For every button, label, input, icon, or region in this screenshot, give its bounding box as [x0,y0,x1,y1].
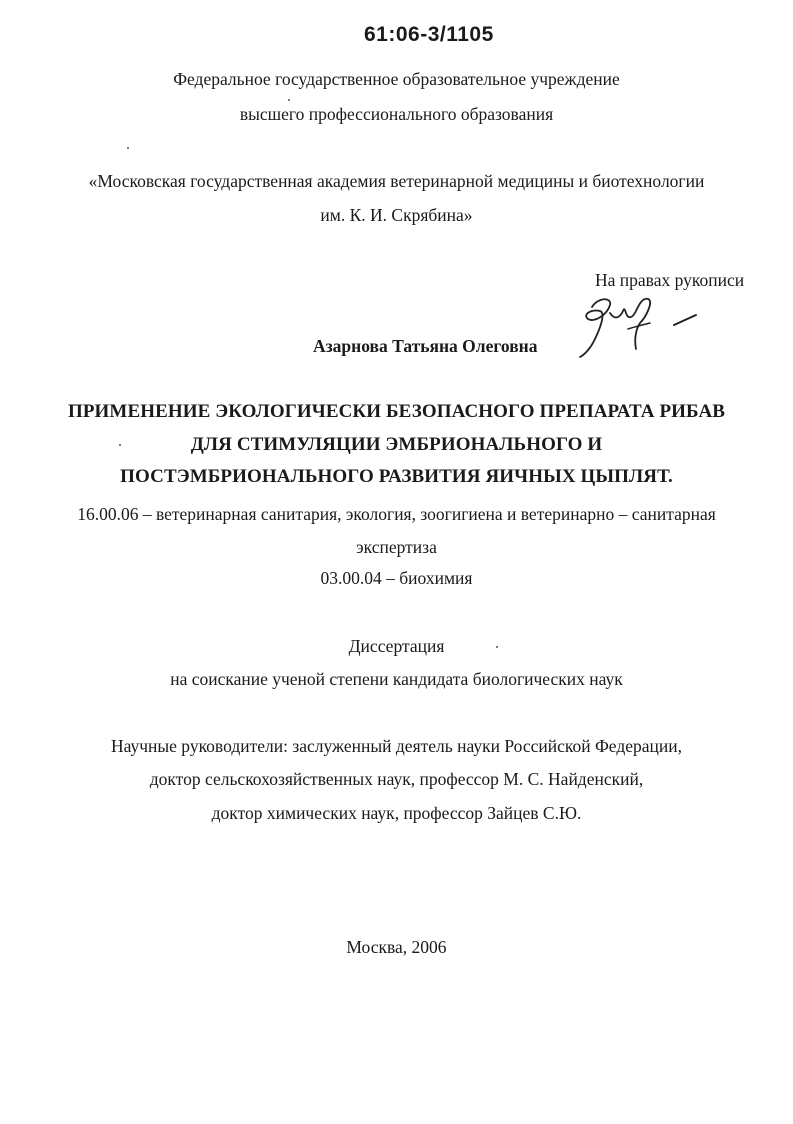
dissertation-title-line3: ПОСТЭМБРИОНАЛЬНОГО РАЗВИТИЯ ЯИЧНЫХ ЦЫПЛЯТ. [120,466,673,487]
scan-speck [127,147,129,149]
manuscript-rights-note: На правах рукописи [595,270,745,290]
scan-speck [288,99,290,101]
supervisors-line2: доктор сельскохозяйственных наук, профессор М. С. Найденский, [149,769,644,789]
scan-speck [119,444,121,446]
dissertation-title-line1: ПРИМЕНЕНИЕ ЭКОЛОГИЧЕСКИ БЕЗОПАСНОГО ПРЕПАРАТА РИБАВ [67,401,726,422]
scan-speck [496,646,498,648]
author-signature [570,283,710,363]
work-purpose: на соискание ученой степени кандидата биологических наук [170,669,623,689]
author-name: Азарнова Татьяна Олеговна [313,336,538,356]
specialty-line2: экспертиза [356,537,437,557]
specialty-line1: 16.00.06 – ветеринарная санитария, экология, зоогигиена и ветеринарно – санитарная [77,504,716,524]
institution-name-line2: им. К. И. Скрябина» [320,205,473,225]
supervisors-line3: доктор химических наук, профессор Зайцев С.Ю. [211,803,582,823]
specialty-biochemistry: 03.00.04 – биохимия [320,568,473,588]
registration-code: 61:06-3/1105 [364,23,494,46]
institution-type-line1: Федеральное государственное образовательное учреждение [173,69,620,89]
supervisors-line1: Научные руководители: заслуженный деятель науки Российской Федерации, [110,736,683,756]
institution-name-line1: «Московская государственная академия ветеринарной медицины и биотехнологии [88,171,705,191]
place-and-year: Москва, 2006 [346,937,447,957]
institution-type-line2: высшего профессионального образования [239,104,554,124]
dissertation-title-line2: ДЛЯ СТИМУЛЯЦИИ ЭМБРИОНАЛЬНОГО И [190,434,603,455]
work-type-label: Диссертация [348,636,445,656]
